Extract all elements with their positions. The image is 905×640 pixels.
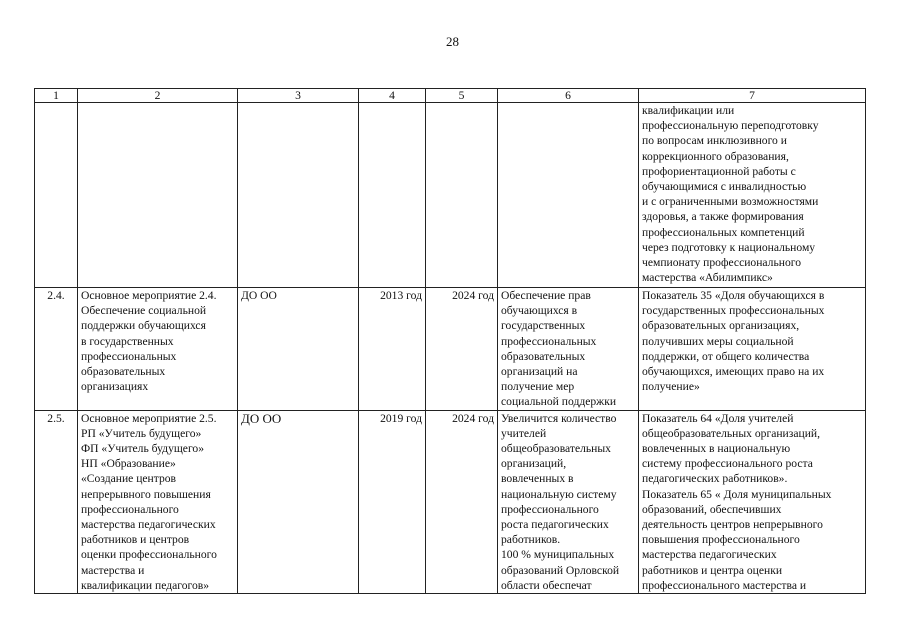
indicator-cell: квалификации или профессиональную переподготовку по вопросам инклюзивного и коррекционного образования, профориентационной работы с обучающимися с инвалидностью и с ограниченными возможностями здоровья, а также формирования профессиональных компетенций через подготовку к национальному чемпионату профессионального мастерства «Абилимпикс» [639, 103, 866, 288]
column-header: 4 [359, 89, 426, 103]
activity-cell: Основное мероприятие 2.5. РП «Учитель будущего» ФП «Учитель будущего» НП «Образование» «Создание центров непрерывного повышения профессионального мастерства педагогических работников и центров оценки профессионального мастерства и квалификации педагогов» [78, 410, 238, 593]
result-cell [498, 103, 639, 288]
header-row [35, 89, 866, 103]
row-number: 2.5. [35, 410, 78, 593]
row-number [35, 103, 78, 288]
page-number: 28 [446, 34, 459, 49]
start-year-cell: 2019 год [359, 410, 426, 593]
start-year-cell [359, 103, 426, 288]
activities-table [34, 88, 866, 594]
column-header: 7 [639, 89, 866, 103]
executor-cell: ДО ОО [238, 288, 359, 411]
table-row [35, 410, 866, 593]
result-cell: Увеличится количество учителей общеобразовательных организаций, вовлеченных в национальную систему профессионального роста педагогических работников. 100 % муниципальных образований Орловской области обеспечат [498, 410, 639, 593]
end-year-cell: 2024 год [426, 288, 498, 411]
column-header: 2 [78, 89, 238, 103]
end-year-cell: 2024 год [426, 410, 498, 593]
row-number: 2.4. [35, 288, 78, 411]
table-row [35, 288, 866, 411]
column-header: 3 [238, 89, 359, 103]
executor-cell: ДО ОО [238, 410, 359, 593]
activity-cell: Основное мероприятие 2.4. Обеспечение социальной поддержки обучающихся в государственных профессиональных образовательных организациях [78, 288, 238, 411]
end-year-cell [426, 103, 498, 288]
indicator-cell: Показатель 35 «Доля обучающихся в государственных профессиональных образовательных организациях, получивших меры социальной поддержки, от общего количества обучающихся, имеющих право на их получение» [639, 288, 866, 411]
table-row [35, 103, 866, 288]
activity-cell [78, 103, 238, 288]
indicator-cell: Показатель 64 «Доля учителей общеобразовательных организаций, вовлеченных в национальную систему профессионального роста педагогических работников». Показатель 65 « Доля муниципальных образований, обеспечивших деятельность центров непрерывного повышения профессионального мастерства педагогических работников и центра оценки профессионального мастерства и [639, 410, 866, 593]
start-year-cell: 2013 год [359, 288, 426, 411]
column-header: 6 [498, 89, 639, 103]
executor-cell [238, 103, 359, 288]
result-cell: Обеспечение прав обучающихся в государственных профессиональных образовательных организаций на получение мер социальной поддержки [498, 288, 639, 411]
column-header: 1 [35, 89, 78, 103]
column-header: 5 [426, 89, 498, 103]
